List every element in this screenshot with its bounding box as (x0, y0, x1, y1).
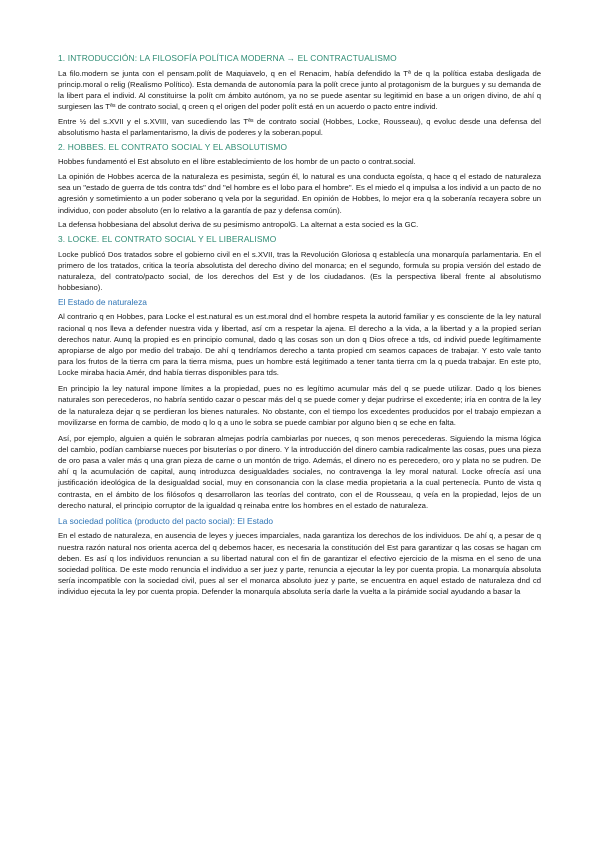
paragraph: Locke publicó Dos tratados sobre el gobierno civil en el s.XVII, tras la Revolución Gloriosa q establecía una monarquía parlamentaria. En el primero de los tratados, critica la teoría absolutista del derecho divino del monarca; en el segundo, formula su propia versión del estado de naturaleza, del contrato/pacto social, de los derechos del Est y de los ciudadanos. (Es la perspectiva liberal frente al absolutismo hobbesiano). (58, 249, 541, 293)
paragraph: En principio la ley natural impone límites a la propiedad, pues no es legítimo acumular más del q se puede utilizar. Dado q los bienes naturales son perecederos, no habría sentido cazar o pescar más del q se puede comer y dejar pudrirse el excedente; iría en contra de la ley de la naturaleza dejar q se perdieran los bienes naturales. No obstante, con el tiempo los excedentes producidos por el trabajo empiezan a movilizarse en forma de cambio, de modo q lo q a uno le sobra se puede cambiar por alguno bien q se eche en falta. (58, 384, 541, 427)
paragraph: La defensa hobbesiana del absolut deriva de su pesimismo antropolG. La alternat a esta socied es la GC. (58, 220, 419, 230)
paragraph: La opinión de Hobbes acerca de la naturaleza es pesimista, según él, lo natural es una conducta egoísta, q hace q el estado de naturaleza sea un "estado de guerra de tds contra tds" dnd "el hombre es el lobo para el hombre". Es el miedo el q impulsa a los individ a un pacto de no agresión y sometimiento a un poder soberano q vela por la seguridad. En opinión de Hobbes, lo mejor era q la soberanía recayera sobre un individuo, con poder absoluto (en lo relativo a la garantía de paz y defensa común). (58, 172, 541, 215)
subsection-heading-sociedad-politica: La sociedad política (producto del pacto social): El Estado (58, 515, 274, 526)
paragraph: Así, por ejemplo, alguien a quién le sobraran almejas podría cambiarlas por nueces, q son menos perecederas. Siguiendo la misma lógica del cambio, podían cambiarse nueces por bisuterías o por dinero. Y la introducción del dinero cambia radicalmente las cosas, pues una pieza de oro pasa a valer más q una gran pieza de carne o un montón de trigo. Además, el dinero no es perecedero, oro y plata no se pudren. De ahí q la acumulación de capital, aunq introduzca desigualdades sociales, no contravenga la ley moral natural. Locke ofrecía así una justificación ideológica de la desigualdad social, muy en consonancia con la clase media propietaria a la cual pertenecía. Punto de vista q contrasta, en el ámbito de los filósofos q desarrollaron las teorías del contrato, con el de Rousseau, q veía en la propiedad, lejos de un derecho natural, el principio corruptor de la igualdad q reinaba entre los hombres en el estado de naturaleza. (58, 433, 541, 510)
paragraph: La filo.modern se junta con el pensam.polít de Maquiavelo, q en el Renacim, había defendido la Tª de q la política estaba desligada de princip.moral o relig (Realismo Político). Esta demanda de autonomía para la polít crece junto al protagonism de la burgues y su demanda de la libert para el individ. Al constituirse la polít cm ámbito autónom, ya no se puede asentar su legitimid en base a un origen divino, de ahí q surgiesen las Tªˢ de contrato social, q creen q el origen del poder polít está en un acuerdo o pacto entre individ. (58, 68, 541, 112)
section-heading-introduccion: 1. INTRODUCCIÓN: LA FILOSOFÍA POLÍTICA MODERNA → EL CONTRACTUALISMO (58, 53, 397, 63)
paragraph: En el estado de naturaleza, en ausencia de leyes y jueces imparciales, nada garantiza los derechos de los individuos. De ahí q, a pesar de q nuestra razón natural nos orienta acerca del q debemos hacer, es necesaria la constitución del Est para garantizar q las cosas se hagan cm deben. Es así q los individuos renuncian a su libertad natural con el fin de garantizar el efectivo ejercicio de la misma en el seno de una sociedad política. De este modo renuncia el individuo a ser juez y parte, renuncia a ejecutar la ley por cuenta propia. La monarquía absoluta sería incompatible con la sociedad civil, pues al ser el monarca absoluto juez y parte, se encuentra en aquel estado de naturaleza dnd cd individuo ejecuta la ley por cuenta propia. Defender la monarquía absoluta sería darle la vuelta a la pirámide social ayudando a basar la (58, 531, 541, 597)
subsection-heading-estado-naturaleza: El Estado de naturaleza (58, 296, 147, 307)
paragraph: Hobbes fundamentó el Est absoluto en el libre establecimiento de los hombr de un pacto o contrat.social. (58, 157, 416, 167)
paragraph: Al contrario q en Hobbes, para Locke el est.natural es un est.moral dnd el hombre respeta la autorid familiar y es consciente de la ley natural racional q nos lleva a defender nuestra vida y libertad, así cm a respetar la ajena. El derecho a la vida, a la libertad y a la propied serían derechos natur. Aunq la propied es en principio comunal, dado q las cosas son un don q Dios ofrece a tds, cd individ puede legítimamente apropiarse de algo por medio del trabajo. De ahí q tendríamos derecho a tanta propied cm seamos capaces de trabajar. Y esto vale tanto para los frutos de la tierra cm para la tierra misma, pues un hombre está legitimado a tener tanta tierra cm la q pueda trabajar. En este pto, Locke miraba hacia Amér, dnd había tierras disponibles para tds. (58, 312, 541, 378)
section-heading-hobbes: 2. HOBBES. EL CONTRATO SOCIAL Y EL ABSOLUTISMO (58, 141, 288, 152)
paragraph: Entre ½ del s.XVII y el s.XVIII, van sucediendo las Tªˢ de contrato social (Hobbes, Locke, Rousseau), q evoluc desde una defensa del absolutismo hasta el parlamentarismo, la divis de poderes y la soberan.popul. (58, 116, 541, 138)
section-heading-locke: 3. LOCKE. EL CONTRATO SOCIAL Y EL LIBERALISMO (58, 233, 277, 244)
